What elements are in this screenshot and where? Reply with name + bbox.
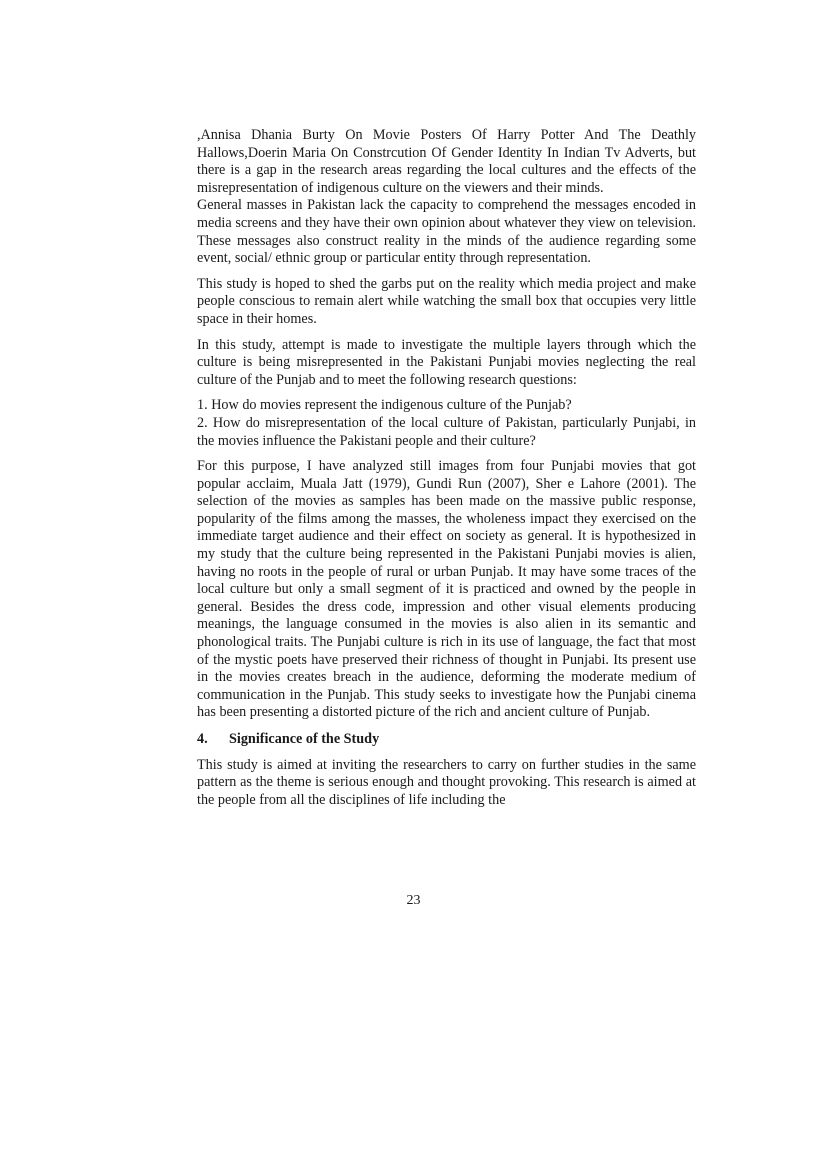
paragraph-methodology: For this purpose, I have analyzed still images from four Punjabi movies that got popular acclaim, Muala Jatt (1979), Gundi Run (2007), Sher e Lahore (2001). The selection of the movies as samples has been made on the massive public response, popularity of the films among the masses, the wholeness impact they exercised on the immediate target audience and their effect on society as general. It is hypothesized in my study that the culture being represented in the Pakistani Punjabi movies is alien, having no roots in the people of rural or urban Punjab. It may have some traces of the local culture but only a small segment of it is practiced and owned by the people in general. Besides the dress code, impression and other visual elements producing meanings, the language consumed in the movies is also alien in its semantic and phonological traits. The Punjabi culture is rich in its use of language, the fact that most of the mystic poets have preserved their richness of thought in Punjabi. Its present use in the movies creates breach in the audience, deforming the moderate medium of communication in the Punjab. This study seeks to investigate how the Punjabi cinema has been presenting a distorted picture of the rich and ancient culture of Punjab. bbox=[197, 458, 696, 721]
paragraph-literature-gap: ,Annisa Dhania Burty On Movie Posters Of Harry Potter And The Deathly Hallows,Doerin Maria On Constrcution Of Gender Identity In Indian Tv Adverts, but there is a gap in the research areas regarding the local cultures and the effects of the misrepresentation of indigenous culture on the viewers and their minds. bbox=[197, 127, 696, 196]
section-title: Significance of the Study bbox=[229, 731, 380, 747]
page-number: 23 bbox=[406, 893, 421, 908]
research-question-1: 1. How do movies represent the indigenous culture of the Punjab? bbox=[197, 397, 572, 414]
paragraph-general-masses: General masses in Pakistan lack the capacity to comprehend the messages encoded in media screens and they have their own opinion about whatever they view on television. These messages also construct reality in the minds of the audience regarding some event, social/ ethnic group or particular entity through representation. bbox=[197, 197, 696, 267]
paragraph-significance: This study is aimed at inviting the researchers to carry on further studies in the same pattern as the theme is serious enough and thought provoking. This research is aimed at the people from all the disciplines of life including the bbox=[197, 756, 696, 808]
research-questions-list bbox=[197, 397, 696, 450]
paragraph-study-hope: This study is hoped to shed the garbs put on the reality which media project and make people conscious to remain alert while watching the small box that occupies very little space in their homes. bbox=[197, 275, 696, 327]
paragraph-study-aim: In this study, attempt is made to investigate the multiple layers through which the culture is being misrepresented in the Pakistani Punjabi movies neglecting the real culture of the Punjab and to meet the following research questions: bbox=[197, 336, 696, 388]
section-heading bbox=[197, 731, 696, 749]
research-question-2: 2. How do misrepresentation of the local culture of Pakistan, particularly Punjabi, in the movies influence the Pakistani people and their culture? bbox=[197, 414, 696, 449]
section-number: 4. bbox=[197, 731, 208, 747]
page-body bbox=[197, 127, 696, 809]
